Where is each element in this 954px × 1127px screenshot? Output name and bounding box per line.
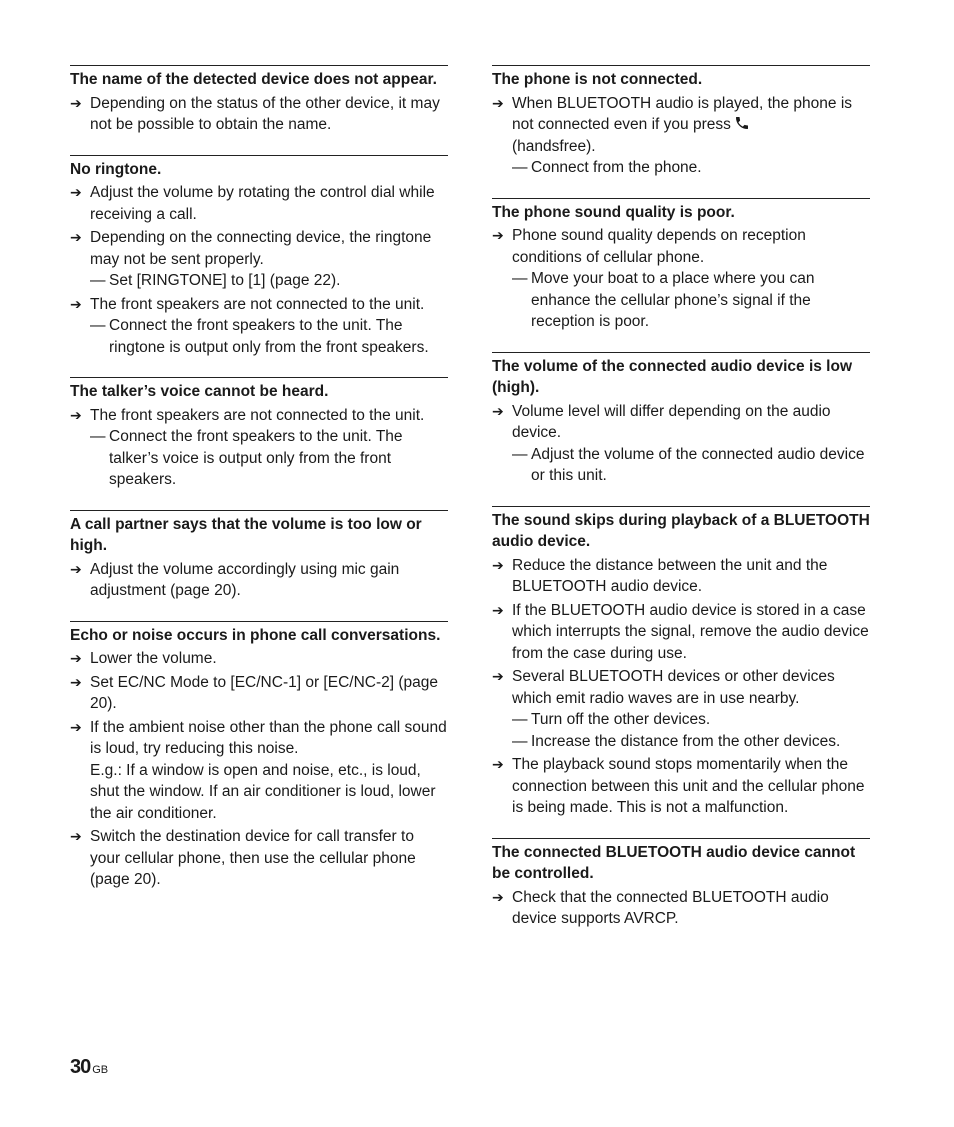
phone-icon: [734, 115, 750, 131]
trouble-section: [492, 65, 870, 179]
bullet-text: Depending on the connecting device, the ringtone may not be sent properly.: [90, 229, 432, 268]
bullet-item: [492, 666, 870, 752]
section-heading: The name of the detected device does not appear.: [70, 71, 437, 88]
section-heading: The talker’s voice cannot be heard.: [70, 383, 329, 400]
sub-item: [512, 444, 870, 487]
arrow-icon: ➔: [70, 184, 82, 200]
arrow-icon: ➔: [70, 94, 82, 111]
dash-icon: —: [90, 272, 106, 289]
section-heading: A call partner says that the volume is too low or high.: [70, 515, 422, 554]
arrow-icon: ➔: [70, 295, 82, 312]
bullet-text: The front speakers are not connected to the unit.: [90, 295, 425, 313]
bullet-text: Switch the destination device for call transfer to your cellular phone, then use the cellular phone (page 20).: [90, 828, 416, 888]
sub-item: [512, 709, 870, 731]
bullet-text: Several BLUETOOTH devices or other devices which emit radio waves are in use nearby.: [512, 668, 835, 707]
trouble-section: [492, 838, 870, 930]
bullet-item: [492, 887, 870, 930]
arrow-icon: ➔: [492, 888, 504, 905]
left-column: [70, 65, 448, 910]
bullet-text: Reduce the distance between the unit and the BLUETOOTH audio device.: [512, 556, 828, 595]
sub-item: [512, 268, 870, 333]
section-heading: The volume of the connected audio device is low (high).: [492, 357, 853, 396]
dash-icon: —: [512, 711, 528, 728]
trouble-section: [70, 65, 448, 136]
trouble-section: [70, 377, 448, 491]
bullet-item: [70, 182, 448, 225]
sub-text: Adjust the volume of the connected audio device or this unit.: [531, 445, 865, 484]
bullet-text: Adjust the volume by rotating the control dial while receiving a call.: [90, 184, 435, 223]
section-heading: The phone sound quality is poor.: [492, 203, 735, 221]
bullet-item: [492, 93, 870, 179]
sub-text: Connect the front speakers to the unit. The talker’s voice is output only from the front speakers.: [109, 428, 403, 488]
bullet-item: [70, 672, 448, 715]
arrow-icon: ➔: [70, 229, 82, 245]
arrow-icon: ➔: [70, 650, 82, 666]
bullet-item: [70, 405, 448, 491]
bullet-text: The front speakers are not connected to the unit.: [90, 406, 425, 424]
arrow-icon: ➔: [70, 673, 82, 690]
bullet-text: Set EC/NC Mode to [EC/NC-1] or [EC/NC-2] (page 20).: [90, 673, 439, 712]
bullet-text: Phone sound quality depends on reception conditions of cellular phone.: [512, 227, 806, 266]
bullet-item: [70, 93, 448, 136]
bullet-item: [70, 717, 448, 825]
bullet-item: [492, 401, 870, 487]
bullet-item: [70, 294, 448, 359]
sub-text: Connect from the phone.: [531, 159, 702, 176]
trouble-section: [70, 155, 448, 359]
arrow-icon: ➔: [70, 828, 82, 844]
section-heading: The sound skips during playback of a BLUETOOTH audio device.: [492, 511, 870, 550]
trouble-section: [492, 352, 870, 487]
bullet-item: [70, 227, 448, 292]
sub-text: Turn off the other devices.: [531, 711, 711, 728]
arrow-icon: ➔: [70, 718, 82, 735]
bullet-text: Lower the volume.: [90, 650, 217, 667]
dash-icon: —: [512, 445, 528, 463]
sub-item: [90, 426, 448, 491]
sub-item: [90, 270, 448, 292]
arrow-icon: ➔: [492, 94, 504, 111]
bullet-note: E.g.: If a window is open and noise, etc., is loud, shut the window. If an air conditioner is loud, lower the air conditioner.: [90, 761, 436, 822]
dash-icon: —: [90, 428, 106, 445]
sub-item: [512, 731, 870, 753]
trouble-section: [70, 510, 448, 602]
section-heading: The phone is not connected.: [492, 71, 703, 88]
bullet-text-after: (handsfree).: [512, 137, 596, 155]
trouble-section: [70, 621, 448, 891]
page-number-value: 30: [70, 1056, 91, 1078]
arrow-icon: ➔: [492, 601, 504, 618]
bullet-item: [70, 648, 448, 670]
section-heading: Echo or noise occurs in phone call conversations.: [70, 626, 441, 644]
dash-icon: —: [512, 159, 528, 176]
arrow-icon: ➔: [70, 406, 82, 423]
bullet-text: Depending on the status of the other device, it may not be possible to obtain the name.: [90, 94, 440, 133]
trouble-section: [492, 506, 870, 819]
trouble-section: [492, 198, 870, 333]
page-number-suffix: GB: [92, 1064, 109, 1076]
bullet-text: The playback sound stops momentarily when the connection between this unit and the cellular phone is being made. This is not a malfunction.: [512, 756, 865, 816]
dash-icon: —: [512, 732, 528, 750]
right-column: [492, 65, 870, 949]
sub-item: [512, 157, 870, 179]
section-heading: The connected BLUETOOTH audio device cannot be controlled.: [492, 843, 856, 882]
sub-text: Connect the front speakers to the unit. The ringtone is output only from the front speakers.: [109, 317, 429, 356]
sub-text: Set [RINGTONE] to [1] (page 22).: [109, 272, 341, 289]
sub-text: Increase the distance from the other devices.: [531, 732, 841, 750]
sub-item: [90, 315, 448, 358]
dash-icon: —: [90, 317, 106, 334]
bullet-item: [492, 555, 870, 598]
bullet-item: [70, 826, 448, 891]
arrow-icon: ➔: [492, 402, 504, 419]
page-number: [70, 1056, 108, 1079]
sub-text: Move your boat to a place where you can enhance the cellular phone’s signal if the reception is poor.: [531, 270, 815, 330]
arrow-icon: ➔: [492, 556, 504, 573]
section-heading: No ringtone.: [70, 160, 162, 178]
bullet-text: If the BLUETOOTH audio device is stored in a case which interrupts the signal, remove the audio device from the case during use.: [512, 601, 869, 662]
arrow-icon: ➔: [492, 227, 504, 243]
bullet-text: Check that the connected BLUETOOTH audio device supports AVRCP.: [512, 888, 829, 927]
arrow-icon: ➔: [492, 668, 504, 684]
bullet-item: [492, 600, 870, 665]
dash-icon: —: [512, 270, 528, 287]
bullet-item: [492, 225, 870, 333]
bullet-item: [70, 559, 448, 602]
bullet-item: [492, 754, 870, 819]
bullet-text: When BLUETOOTH audio is played, the phone is not connected even if you press: [512, 94, 853, 133]
arrow-icon: ➔: [492, 756, 504, 772]
arrow-icon: ➔: [70, 560, 82, 577]
bullet-text: Adjust the volume accordingly using mic gain adjustment (page 20).: [90, 560, 400, 599]
bullet-text: Volume level will differ depending on the audio device.: [512, 402, 831, 441]
bullet-text: If the ambient noise other than the phone call sound is loud, try reducing this noise.: [90, 718, 447, 757]
